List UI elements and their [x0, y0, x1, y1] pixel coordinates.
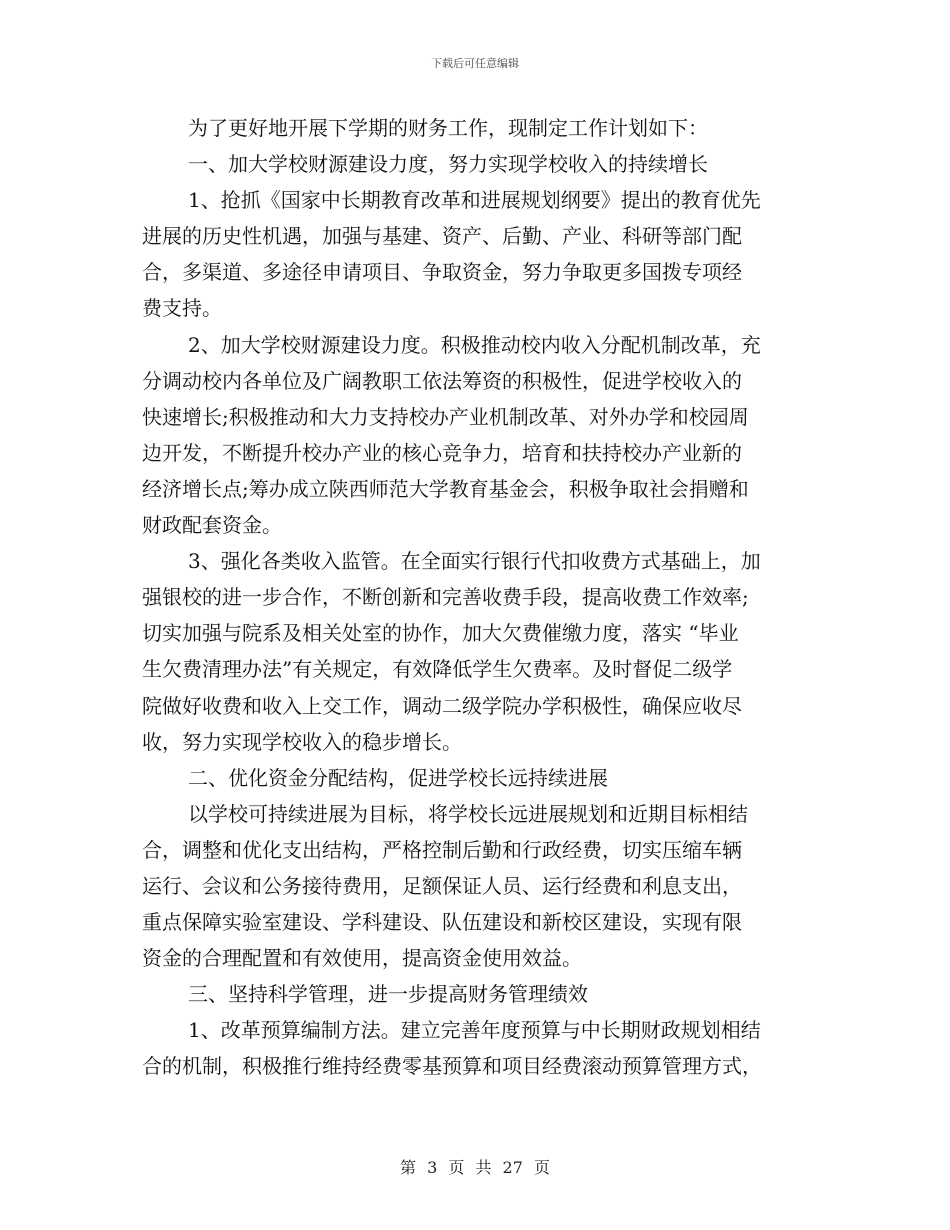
- document-body: [142, 110, 810, 1085]
- page-footer: 第 3 页 共 27 页: [400, 1158, 550, 1177]
- text-line: 合，调整和优化支出结构，严格控制后勤和行政经费，切实压缩车辆: [142, 837, 742, 862]
- text-line: 快速增长;积极推动和大力支持校办产业机制改革、对外办学和校园周: [142, 404, 749, 429]
- text-line: 进展的历史性机遇，加强与基建、资产、后勤、产业、科研等部门配: [142, 224, 742, 249]
- text-line: 生欠费清理办法”有关规定，有效降低学生欠费率。及时督促二级学: [142, 657, 733, 682]
- text-line: 费支持。: [142, 296, 222, 321]
- text-line: 收，努力实现学校收入的稳步增长。: [142, 729, 462, 754]
- text-line: 财政配套资金。: [142, 513, 282, 538]
- text-line: 资金的合理配置和有效使用，提高资金使用效益。: [142, 946, 582, 971]
- text-line: 分调动校内各单位及广阔教职工依法筹资的积极性，促进学校收入的: [142, 368, 742, 393]
- text-line: 合的机制，积极推行维持经费零基预算和项目经费滚动预算管理方式，: [142, 1054, 762, 1079]
- text-line: 经济增长点;筹办成立陕西师范大学教育基金会，积极争取社会捐赠和: [142, 476, 749, 501]
- text-line: 院做好收费和收入上交工作，调动二级学院办学积极性，确保应收尽: [142, 693, 742, 718]
- text-line: 运行、会议和公务接待费用，足额保证人员、运行经费和利息支出，: [142, 873, 742, 898]
- text-line: 三、坚持科学管理，进一步提高财务管理绩效: [188, 982, 588, 1007]
- text-line: 1、抢抓《国家中长期教育改革和进展规划纲要》提出的教育优先: [188, 188, 761, 213]
- text-line: 边开发，不断提升校办产业的核心竞争力，培育和扶持校办产业新的: [142, 440, 742, 465]
- text-line: 2、加大学校财源建设力度。积极推动校内收入分配机制改革，充: [188, 332, 761, 357]
- text-line: 强银校的进一步合作，不断创新和完善收费手段，提高收费工作效率;: [142, 585, 749, 610]
- text-line: 1、改革预算编制方法。建立完善年度预算与中长期财政规划相结: [188, 1018, 761, 1043]
- text-line: 一、加大学校财源建设力度，努力实现学校收入的持续增长: [188, 152, 708, 177]
- page-header: 下载后可任意编辑: [431, 57, 519, 70]
- text-line: 重点保障实验室建设、学科建设、队伍建设和新校区建设，实现有限: [142, 910, 742, 935]
- text-line: 以学校可持续进展为目标，将学校长远进展规划和近期目标相结: [188, 801, 748, 826]
- text-line: 二、优化资金分配结构，促进学校长远持续进展: [188, 765, 608, 790]
- text-line: 切实加强与院系及相关处室的协作，加大欠费催缴力度，落实 “毕业: [142, 621, 739, 646]
- text-line: 3、强化各类收入监管。在全面实行银行代扣收费方式基础上，加: [188, 549, 761, 574]
- text-line: 为了更好地开展下学期的财务工作，现制定工作计划如下：: [188, 116, 708, 140]
- text-line: 合，多渠道、多途径申请项目、争取资金，努力争取更多国拨专项经: [142, 260, 742, 285]
